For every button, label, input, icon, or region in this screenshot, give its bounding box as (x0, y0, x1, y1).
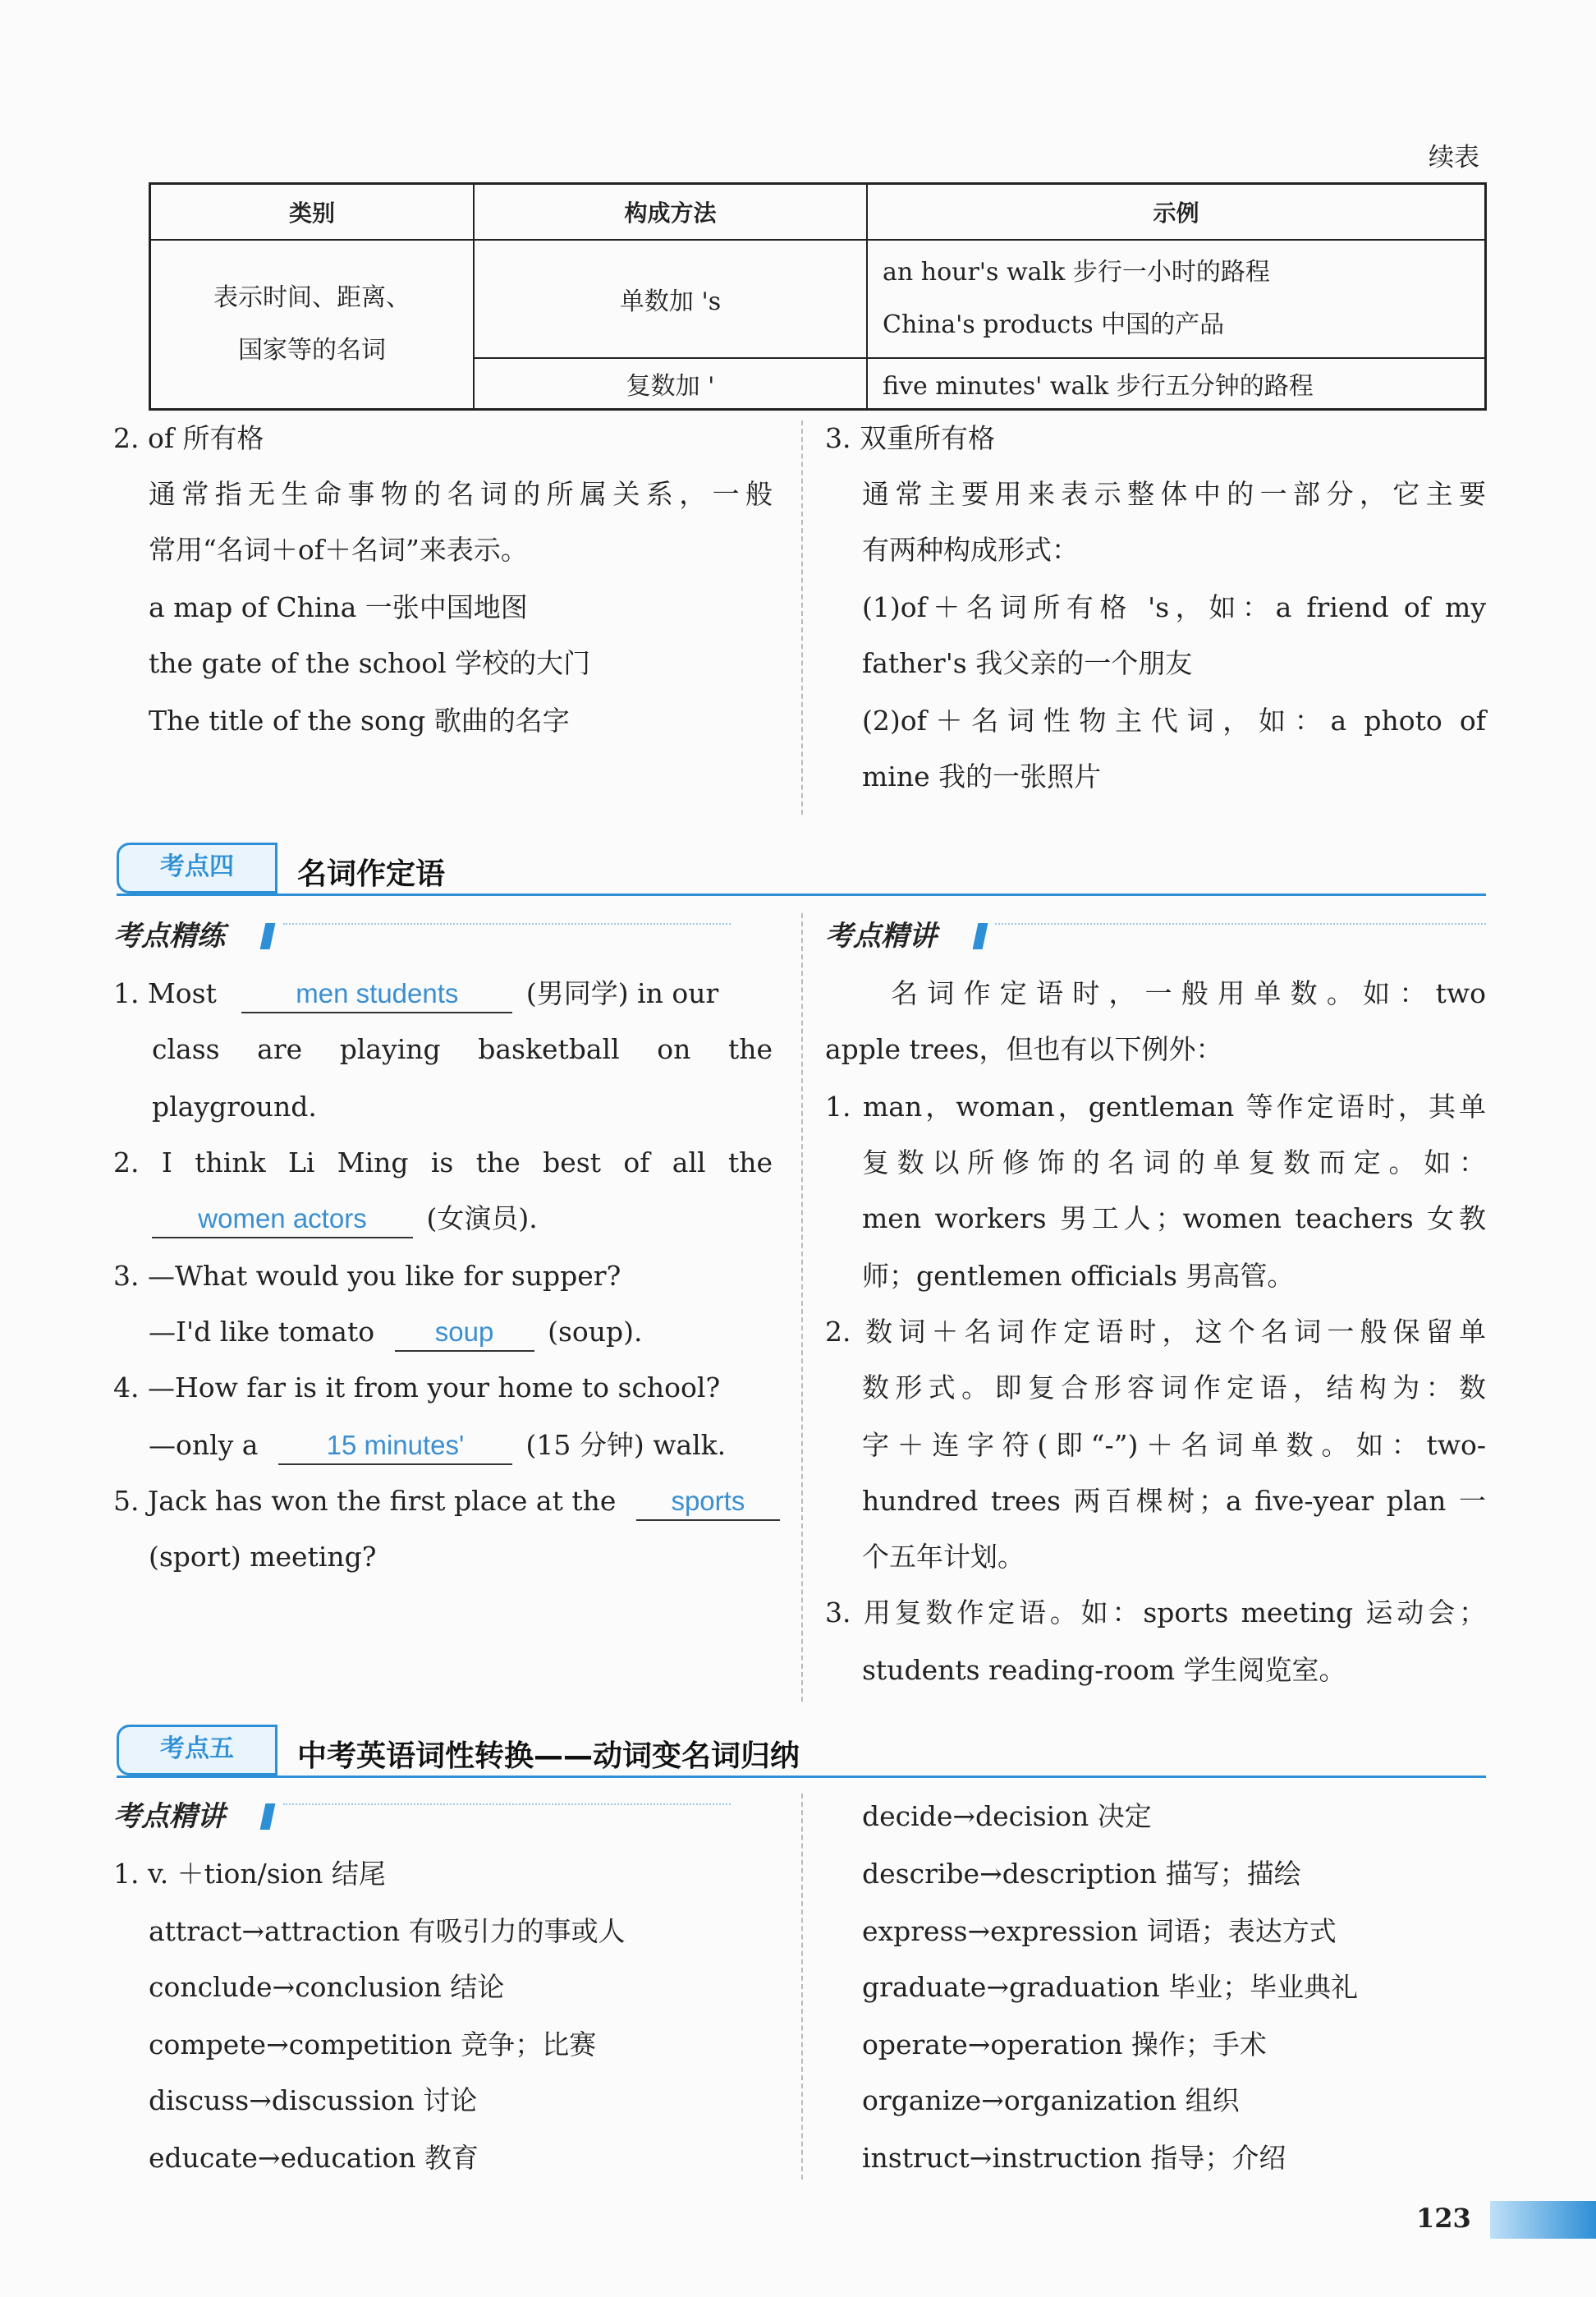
conversion-item (149, 1969, 504, 2005)
exercise-line (149, 1427, 726, 1465)
arrow-icon: → (266, 2028, 289, 2060)
explain-line: 复数以所修饰的名词的单复数而定。如： (862, 1146, 1486, 1178)
conversion-item (149, 2027, 596, 2063)
noun-text: competition 竞争；比赛 (288, 2028, 597, 2060)
section-rule (117, 1776, 1486, 1778)
conversion-item (862, 2140, 1286, 2176)
conversion-item (862, 1799, 1152, 1835)
verb-text: discuss (149, 2084, 250, 2116)
exercise-text: (soup). (548, 1316, 643, 1348)
exercise-line: 4. —How far is it from your home to school? (113, 1371, 721, 1403)
verb-text: educate (149, 2142, 258, 2174)
exercise-line (149, 1314, 643, 1352)
conversion-item (862, 1856, 1301, 1892)
arrow-icon: → (967, 2028, 991, 2060)
table-header-example: 示例 (867, 184, 1486, 241)
verb-text: decide (862, 1800, 953, 1832)
noun-text: expression 词语；表达方式 (990, 1915, 1337, 1947)
noun-text: graduation 毕业；毕业典礼 (1009, 1971, 1359, 2003)
arrow-icon: → (241, 1915, 265, 1947)
verb-text: compete (149, 2028, 267, 2060)
noun-text: description 描写；描绘 (1002, 1858, 1301, 1890)
answer-blank[interactable]: soup (395, 1314, 534, 1352)
exercise-line: 2. I think Li Ming is the best of all the (113, 1146, 773, 1178)
page-number: 123 (1416, 2203, 1471, 2234)
section-title: 名词作定语 (297, 857, 446, 891)
noun-text: instruction 指导；介绍 (992, 2142, 1286, 2174)
category-line: 国家等的名词 (238, 336, 386, 365)
explain-line: 数形式。即复合形容词作定语，结构为：数 (862, 1371, 1486, 1403)
conversion-item (862, 2027, 1267, 2063)
exercise-text: 1. Most (113, 977, 217, 1009)
of-possessive-line: The title of the song 歌曲的名字 (149, 705, 570, 737)
heading-dots (283, 923, 731, 925)
arrow-icon: → (981, 2084, 1004, 2116)
verb-text: instruct (862, 2142, 970, 2174)
explain-line: 1. man，woman，gentleman 等作定语时，其单 (825, 1091, 1486, 1123)
continued-label: 续表 (1429, 143, 1479, 172)
of-possessive-line: a map of China 一张中国地图 (149, 591, 528, 623)
table-cell-method: 单数加 's (474, 240, 867, 358)
conversion-item (862, 1969, 1358, 2005)
verb-text: attract (149, 1915, 242, 1947)
example-line: an hour's walk 步行一小时的路程 (883, 258, 1270, 287)
example-line: China's products 中国的产品 (883, 310, 1225, 339)
exercise-line (152, 1201, 538, 1238)
double-possessive-line: (2)of＋名词性物主代词，如：a photo of (862, 705, 1486, 737)
explain-heading: 考点精讲 (113, 1800, 225, 1833)
conversion-item (149, 2140, 479, 2176)
answer-blank[interactable]: sports (636, 1483, 780, 1521)
explain-line: apple trees，但也有以下例外： (825, 1033, 1223, 1065)
explain-line: 师；gentlemen officials 男高管。 (862, 1260, 1295, 1292)
arrow-icon: → (257, 2142, 281, 2174)
double-possessive-line: 有两种构成形式： (862, 534, 1079, 566)
table-cell-method: 复数加 ' (474, 358, 867, 410)
conversion-item (862, 2083, 1240, 2119)
verb-text: operate (862, 2028, 968, 2060)
column-divider (801, 420, 803, 815)
column-divider (801, 913, 803, 1702)
explain-line: 3. 用复数作定语。如：sports meeting 运动会； (825, 1596, 1486, 1629)
exercise-text: 5. Jack has won the first place at the (113, 1485, 617, 1517)
noun-text: conclusion 结论 (295, 1971, 505, 2003)
explain-line: 个五年计划。 (862, 1541, 1025, 1573)
exercise-text: (女演员). (426, 1202, 538, 1234)
heading-accent (973, 923, 988, 949)
practice-heading: 考点精练 (113, 920, 225, 953)
exercise-line: 3. —What would you like for supper? (113, 1260, 621, 1292)
of-possessive-line: the gate of the school 学校的大门 (149, 647, 591, 679)
of-possessive-heading: 2. of 所有格 (113, 422, 264, 454)
section-title: 中考英语词性转换——动词变名词归纳 (297, 1739, 800, 1773)
explain-line: students reading-room 学生阅览室。 (862, 1654, 1346, 1686)
answer-blank[interactable]: women actors (152, 1201, 413, 1238)
answer-blank[interactable]: men students (241, 976, 512, 1013)
arrow-icon: → (272, 1971, 296, 2003)
table-cell-category (150, 240, 475, 410)
exercise-text: (15 分钟) walk. (525, 1429, 727, 1461)
heading-dots (283, 1803, 731, 1805)
explain-line: 字＋连字符(即“-”)＋名词单数。如：two- (862, 1429, 1486, 1461)
arrow-icon: → (249, 2084, 272, 2116)
double-possessive-line: father's 我父亲的一个朋友 (862, 647, 1193, 679)
verb-text: conclude (149, 1971, 273, 2003)
section-tag: 考点五 (117, 1725, 277, 1776)
heading-accent (260, 923, 276, 949)
of-possessive-line: 常用“名词＋of＋名词”来表示。 (149, 534, 528, 566)
table-cell-examples: five minutes' walk 步行五分钟的路程 (867, 358, 1486, 410)
noun-text: education 教育 (280, 2142, 479, 2174)
heading-accent (260, 1803, 276, 1830)
exercise-text: —I'd like tomato (149, 1316, 375, 1348)
verb-text: organize (862, 2084, 982, 2116)
category-line: 表示时间、距离、 (213, 283, 410, 312)
explain-line: hundred trees 两百棵树；a five-year plan 一 (862, 1485, 1486, 1517)
verb-text: describe (862, 1858, 980, 1890)
answer-blank[interactable]: 15 minutes' (278, 1427, 512, 1465)
exercise-line: playground. (152, 1091, 317, 1123)
arrow-icon: → (952, 1800, 975, 1832)
explain-line: 名词作定语时，一般用单数。如：two (891, 977, 1486, 1009)
of-possessive-line: 通常指无生命事物的名词的所属关系，一般 (149, 478, 773, 510)
arrow-icon: → (986, 1971, 1010, 2003)
noun-text: organization 组织 (1003, 2084, 1240, 2116)
noun-text: operation 操作；手术 (990, 2028, 1267, 2060)
double-possessive-heading: 3. 双重所有格 (825, 422, 995, 454)
exercise-line: class are playing basketball on the (152, 1033, 773, 1065)
table-header-category: 类别 (150, 184, 475, 241)
double-possessive-line: 通常主要用来表示整体中的一部分，它主要 (862, 478, 1486, 510)
conversion-item (149, 1913, 626, 1950)
arrow-icon: → (967, 1915, 991, 1947)
exercise-line (113, 976, 718, 1013)
verb-text: express (862, 1915, 968, 1947)
explain-heading: 考点精讲 (825, 920, 937, 953)
exercise-line: (sport) meeting? (149, 1541, 377, 1573)
exercise-line (113, 1483, 780, 1521)
explain-line: men workers 男工人；women teachers 女教 (862, 1202, 1486, 1234)
explain-line: 2. 数词＋名词作定语时，这个名词一般保留单 (825, 1316, 1486, 1348)
exercise-text: (男同学) in our (525, 977, 719, 1009)
noun-text: discussion 讨论 (271, 2084, 478, 2116)
heading-dots (995, 923, 1486, 925)
table-header-row (150, 184, 1486, 241)
noun-text: attraction 有吸引力的事或人 (264, 1915, 626, 1947)
possessive-table (149, 182, 1487, 411)
double-possessive-line: (1)of＋名词所有格 's，如：a friend of my (862, 591, 1486, 623)
table-header-method: 构成方法 (474, 184, 867, 241)
page-tab-bar (1490, 2201, 1596, 2239)
column-divider (801, 1794, 803, 2180)
verb-text: graduate (862, 1971, 987, 2003)
section-rule (117, 894, 1486, 896)
table-cell-examples (867, 240, 1486, 358)
rule-line: 1. v. ＋tion/sion 结尾 (113, 1858, 386, 1890)
section-tag: 考点四 (117, 843, 277, 894)
noun-text: decision 决定 (975, 1800, 1152, 1832)
arrow-icon: → (969, 2142, 993, 2174)
double-possessive-line: mine 我的一张照片 (862, 760, 1102, 792)
conversion-item (149, 2083, 477, 2119)
table-row (150, 240, 1486, 358)
arrow-icon: → (979, 1858, 1002, 1890)
exercise-text: —only a (149, 1429, 259, 1461)
conversion-item (862, 1913, 1337, 1950)
